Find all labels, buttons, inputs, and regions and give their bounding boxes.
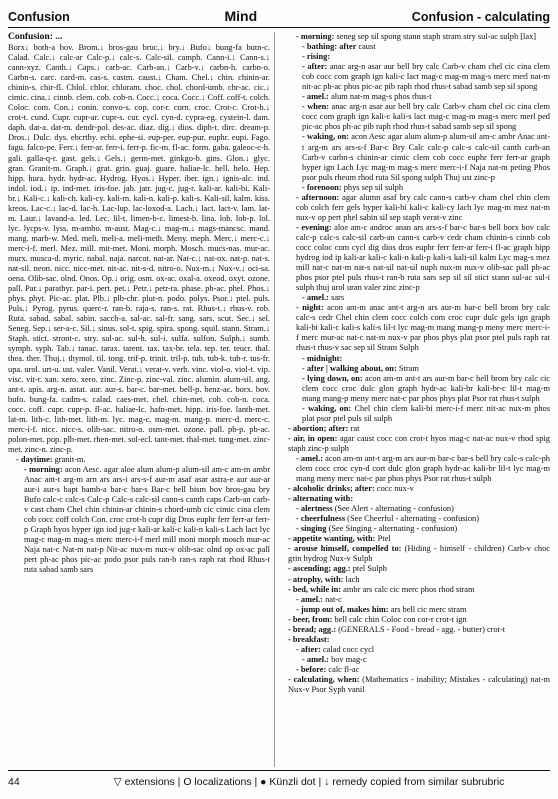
subrubric-remedies: cocc nux-v [376, 484, 414, 494]
subrubric-entry [280, 62, 550, 92]
subrubric-remedies: lach [345, 574, 360, 584]
subrubric-entry [280, 625, 550, 635]
main-rubric: Confusion: ... [8, 32, 63, 42]
subrubric-label: - after: [296, 644, 323, 654]
subrubric-label: - amel.: [302, 654, 332, 664]
subrubric-entry [280, 575, 550, 585]
subrubric-remedies: ambr ars calc cic merc phos rhod stram [343, 584, 475, 594]
column-divider [274, 32, 275, 767]
subrubric-remedies: (GENERALS - Food - bread - agg. - butter) crot-t [338, 624, 506, 634]
footer-legend: ▽ extensions | O localizations | ● Künzli dot | ↓ remedy copied from similar subrubric [113, 776, 505, 788]
subrubric-label: - lying down, on: [302, 373, 365, 383]
subrubric-remedies: caust [358, 42, 376, 52]
subrubric-label: - breakfast: [288, 634, 330, 644]
subrubric-remedies: Ptel [377, 534, 391, 544]
subrubric-entry [280, 524, 550, 534]
subrubric-remedies: ptel Sulph [352, 564, 387, 574]
subrubric-remedies: Chel chin clem kali-bi merc-i-f merc nit-ac nux-m phos plat psor ptel puls sil sulph [302, 403, 550, 423]
subrubric-label: - alcoholic drinks; after: [288, 484, 377, 494]
subrubric-remedies: acon Aesc. agar aloe alum alum-p alum-sil am-c am-m ambr Anac ant-t arg-m arn ars ars-i ars-s-f aur-m asaf asar astra-e aur aur-ar aur-i aur-s bapt bamb-a bar-c bar-s Bar-c bell bism bov bros-gau bry Bufo calc-c calc-s Calc-p Calc-s calc-sil cann-s canth caps Carb-an carb-v cast cham Chel chin chinin-ar chinin-s chord-umb cic cimic cina clem cob cocc coff colch Con. croc crot-h cupr dig Dros euphr ferr ferr-ar ferr-p Graph hyos hyper ign iod jug-r kali-ar kali-c kali-n kali-s Lach lact lyc mag-c mag-m mag-s merc merc-i-f merl mill moni morph mosch mur-ac Naja nat-c Nat-m nat-p Nit-ac nux-m nux-v olib-sac olnd op ox-ac pall pert ph-ac phos pic-ac podo psor puls ran-b ran-s raph rat rhod Rhus-t ruta sabad samb sars [24, 464, 270, 575]
subrubric-entry [280, 605, 550, 615]
left-subrubrics [8, 455, 270, 576]
subrubric-label: - arouse himself, compelled to: [288, 544, 405, 554]
right-subrubrics [280, 32, 550, 695]
subrubric-remedies: (Mathematics - inability; Mistakes - calculating) nat-m Nux-v Psor Syph vanil [288, 675, 550, 695]
subrubric-remedies: (Hiding - himself - children) Carb-v choc grin hydrog Nux-v Sulph [288, 544, 550, 564]
subrubric-remedies: calad cocc cycl [322, 644, 375, 654]
subrubric-entry [280, 193, 550, 223]
subrubric-remedies: calc fl-ac [328, 664, 360, 674]
subrubric-entry [280, 424, 550, 434]
subrubric-entry [280, 52, 550, 62]
subrubric-entry [280, 434, 550, 454]
subrubric-entry [280, 534, 550, 544]
subrubric-remedies: anac arg-n asar aur bell bry calc Carb-v cham chel cic cina clem cocc com graph ign kali-c kali-s lact mag-c mag-m mag-s merc merl ped pic-ac phos ph-ac pib raph rhod rhus-t sabad samb sep sil spong [302, 102, 550, 132]
subrubric-entry [8, 455, 270, 465]
remedy-list: Borx↓ both-a bov. Brom.↓ bros-gau bruc.↓ bry.↓ Bufo↓ bung-fa butn-c. Calad. Calc.↓ calc-ar Calc-p.↓ calc-s. Calc-sil. camph. Cann-i.↓ Cann-s.↓ cann-xyz. Canth.↓ Caps.↓ carb-ac. Carb-an.↓ Carb-v.↓ carbn-h. carbn-o. Carbn-s. carc. card-m. cas-s. castm. caust.↓ Cham. Chel.↓ chin. chinin-ar. chinin-s. chir-fl. Chlol. chlor. chloram. choc. chol. chord-umb. chr-ac. cic.↓ cimic. cina.↓ cinnb. clem. cob. cob-n. Cocc.↓ coca. Cocc.↓ Coff. coff-t. colch. Coloc. com. Con.↓ conin. convo-s. cop. cor-r. corn. croc. Crot-c. Crot-h.↓ crot-t. cund. Cupr. cupr-ar. cupr-s. cur. cycl. cyn-d. cypra-eg. cystein-l. dam. daph. dat-a. dat-m. dendr-pol. des-ac. diaz. dig.↓ dios. diph-t. dirc. dream-p. Dros.↓ Dulc. dys. ebcrthy. echi. ephe-si. eup-per. eup-pur. euphr. eupi. Fago. fagu. falco-pe. Ferr.↓ ferr-ar. ferr-i. ferr-p. fic-m. fl-ac. form. gaba. galeoc-c-h. gali. galla-q-r. gast. gels.↓ Gels.↓ germ-met. ginkgo-b. gins. Glon.↓ glyc. gran. Granit-m. Graph.↓ grat. grin. guaj. guare. haliae-lc. hell. helo. Hep. hipp. hura. hydr. hydr-ac. Hydrog. Hyos.↓ Hyper. iber. ign.↓ ignis-alc. ind. indol. iod.↓ ip. ind-met. iris-foe. jab. jatr. jug-c. jug-r. kali-ar. kali-bi. Kali-br.↓ Kali-c.↓ kali-ch. kali-cy. kali-m. kali-n. kali-p. kali-s. Kali-sil. kalm. kiss. kreos. Lac-c.↓ lac-d. lac-h. Lac-lup. lac-loxod-a. Lach.↓ lact. lact-v. lam. lat-m. Laur.↓ lavand-a. led. Lec. lil-t. limen-b-c. limest-b. lina. lob. lob-p. lol. lyc. lycps-v. lyss. m-ambo. m-aust. Mag-c.↓ mag-m.↓ mags-mancsc. mand. mang. marb-w. Med. meli. meli-a. meli-meth. Meny. meph. Merc.↓ merc-c.↓ merc-i-f. merl. Mez. mill. mit-met. Moni. morph. Mosch. mucs-nas. mur-ac. murx. musca-d. myric. nabal. naja. narcot. nat-ar. Nat-c.↓ nat-ox. nat-p. nat-s. nat-sil. neon. nicc. nicc-met. nit-ac. nit-s-d. nitro-o. Nux-m.↓ Nux-v.↓ oci-sa. oena. Olib-sac. olnd. Onos. Op.↓ orig. osm. ox-ac. oxal-a. oxeod. oxyt. ozone. pall. Par.↓ parathyr. par-i. pert. pet.↓ Petr.↓ petr-ra. phase. ph-ac. phel. Phos.↓ phys. phyt. Pic-ac. plat. Plb.↓ plb-chr. plut-n. podo. polys. Psor.↓ ptel. puls. Puls.↓ Pyrog. pyrus. querc-r. ran-b. raja-s. ran-s. rat. Rhus-t.↓ rhus-v. rob. Ruta. sabad. sabal. sabin. sacch-a. sal-ac. sal-fr. sang. sars. scut. Sec.↓ sel. Seneg. Sep.↓ ser-a-c. Sil.↓ sinus. sol-t. spig. spira. spong. squil. stann. Stram.↓ Staph. stict. stront-c. stry. sul-ac. sul-h. sul-i. sulfa. sulfon. Sulph.↓ sumb. symph. syph. Tab.↓ tanac. tarax. tarent. tax. tax-br. tela. tep. ter. teucr. thal. thea. ther. Thuj.↓ thymol. til. tong. trif-p. trinit. tril-p. tub. tub-k. tub-r. tus-fr. upa. urol. urt-u. ust. valer. Vanil. Verat.↓ verat-v. verb. vinc. viol-o. viol-t. vip. visc. vit-r. xan. xero. xero. zinc. Zinc-p. zinc-val. zinc. alumin. alum-sil. ang. ant-t. apis. arg-n. astat. aur. aur-s. bar-c. bar-met. bell-p. benz-ac. borx. bov. bufo. bung-fa. cadm-s. calad. caes-met. chel. chin-met. cob. cob-n. coca. cocc. coff. cupr. cupr-p. fl-ac. haliae-lc. hafn-met. hipp. iris-foe. lanth-met. lat-m. lith-c. lith-met. lith-m. lyc. mag-c. mag-m. mang-p. merc-d. merc-c. merc-i-f. nicc. nicc-s. olib-sac. nitro-o. osm-met. ozone. pall. pb-p. pb-ac. polon-met. pop. plb-met. rhen-met. sol-ecl. tant-met. thal-met. tung-met. zinc-met. zinc-n. zinc-p. [8, 43, 270, 454]
subrubric-remedies: seneg sep sil spong stann staph stram stry sul-ac sulph [lax] [336, 32, 537, 41]
subrubric-label: - before: [296, 664, 329, 674]
subrubric-entry [280, 564, 550, 574]
subrubric-label: - waking, on: [302, 132, 352, 142]
subrubric-label: - bathing: after [302, 42, 359, 52]
subrubric-entry [280, 364, 550, 374]
subrubric-label: - atrophy, with: [288, 574, 346, 584]
subrubric-remedies: Stram [398, 363, 419, 373]
subrubric-remedies: (See Cheerful - alternating - confusion) [347, 514, 480, 524]
subrubric-entry [280, 132, 550, 182]
subrubric-entry [280, 514, 550, 524]
subrubric-label: - daytime: [16, 454, 55, 464]
subrubric-label: - jump out of, makes him: [296, 604, 391, 614]
subrubric-remedies: sars [331, 293, 345, 303]
subrubric-entry [280, 354, 550, 364]
subrubric-label: - when: [302, 102, 332, 112]
subrubric-entry [280, 102, 550, 132]
subrubric-entry [280, 183, 550, 193]
subrubric-label: - ascending; agg.: [288, 564, 353, 574]
subrubric-label: - after | walking about, on: [302, 363, 399, 373]
subrubric-remedies: ars bell cic merc stram [390, 604, 467, 614]
subrubric-entry [280, 293, 550, 303]
subrubric-entry [280, 223, 550, 293]
subrubric-label: - waking, on: [302, 403, 355, 413]
header-center-chapter: Mind [224, 8, 258, 24]
subrubric-label: - morning: [24, 464, 65, 474]
subrubric-label: - appetite wanting, with: [288, 534, 378, 544]
subrubric-entry [280, 544, 550, 564]
subrubric-label: - amel.: [302, 293, 332, 303]
subrubric-entry [280, 615, 550, 625]
page-number: 44 [8, 776, 20, 788]
subrubric-label: - alternating with: [288, 494, 354, 504]
subrubric-entry [280, 484, 550, 494]
subrubric-label: - midnight: [302, 353, 343, 363]
header-left: Confusion [8, 10, 70, 24]
subrubric-remedies: granit-m. [54, 454, 86, 464]
subrubric-entry [280, 92, 550, 102]
subrubric-label: - alertness [296, 504, 335, 514]
subrubric-remedies: alum nat-m mag-s phos rhus-t [331, 92, 432, 102]
subrubric-remedies: nat-c [325, 594, 342, 604]
subrubric-entry [280, 404, 550, 424]
subrubric-label: - bed, while in: [288, 584, 344, 594]
subrubric-label: - abortion; after: [288, 423, 351, 433]
subrubric-label: - evening: [296, 222, 335, 232]
subrubric-remedies: bell calc chin Coloc con cor-r crot-t ign [334, 614, 467, 624]
subrubric-label: - rising: [302, 52, 331, 62]
subrubric-label: - forenoon: [302, 182, 344, 192]
subrubric-remedies: bov mag-c [331, 654, 367, 664]
subrubric-entry [280, 595, 550, 605]
subrubric-remedies: rat [350, 423, 360, 433]
subrubric-entry [280, 675, 550, 695]
subrubric-label: - afternoon: [296, 192, 343, 202]
subrubric-entry [280, 32, 550, 42]
header-right: Confusion - calculating [411, 10, 550, 24]
subrubric-entry [280, 635, 550, 645]
subrubric-remedies: acon am-m ant-t ars aur-m bar-c bell brom bry calc cic clem cocc croc dulc glon graph hydr-ac kali-br kali-br-c lil-t mag-m mang mang-p meny merc nat-c par phos phys plat Psor rat rhus-t sulph [302, 373, 550, 403]
subrubric-entry [280, 454, 550, 484]
subrubric-remedies: anac arg-n asar aur bell bry calc Carb-v cham chel cic cina clem cob cocc com graph ign kali-c lact mag-c mag-m mag-s merc merl nat-m nit-ac ph-ac phos pic-ac pib raph rhod rhus-t sabad samb sep sil spong [302, 62, 550, 92]
subrubric-label: - singing [296, 524, 329, 534]
subrubric-entry [280, 585, 550, 595]
subrubric-entry [8, 465, 270, 576]
subrubric-remedies: acon Aesc agar alum alum-p alum-sil am-c ambr Anac ant-t arg-m ars ars-s-f Bar-c Bry Calc calc-p calc-s calc-sil canth carb-an Carb-v carbn-s chinin-ar cimic clem cob cocc euphr ferr ferr-ar graph hyper ign Lach Lyc mag-m mag-s merc merc-i-f Naja nat-m peting Phos psor puls rheum rhod ruta Sil spong sulph Thuj ust zinc-p [302, 132, 550, 182]
subrubric-label: - morning: [296, 32, 337, 41]
left-column [8, 32, 270, 767]
subrubric-label: - beer, from: [288, 614, 335, 624]
subrubric-remedies: (See Singing - alternating - confusion) [328, 524, 458, 534]
subrubric-entry [280, 645, 550, 655]
subrubric-remedies: acon am-m anac ant-t arg-n ars aur-m bar-c bell brom bry calc calc-s cedr Chel chin clem cocc colch com croc cupr dulc gels ign graph kali-bi kali-c kali-s kali-s lil-t lyc mag-m mang mang-p meny merc merc-i-f merc mur-ac nat-c nat-m nux-v par phos phys plat psor ptel puls raph rat rhus-t rhus-v sac sep sil Stram Sulph [296, 303, 550, 353]
subrubric-entry [280, 42, 550, 52]
page-footer [8, 770, 550, 793]
subrubric-remedies: (See Alert - alternating - confusion) [334, 504, 454, 514]
subrubric-label: - after: [302, 62, 330, 72]
subrubric-remedies: agar caust cocc con crot-t hyos mag-c nat-ac nux-v rhod spig staph zinc-p sulph [288, 433, 550, 453]
subrubric-label: - cheerfulness [296, 514, 348, 524]
subrubric-label: - bread; agg.: [288, 624, 339, 634]
subrubric-label: - amel.: [302, 92, 332, 102]
subrubric-entry [280, 665, 550, 675]
subrubric-label: - amel.: [296, 594, 326, 604]
subrubric-label: - night: [296, 303, 328, 313]
subrubric-remedies: phys sep sil sulph [343, 182, 404, 192]
subrubric-remedies: agar alumn asaf bry calc cann-s carb-v cham chel chin clem cob colch ferr gels hyper kali-bi kali-c kali-cy lach lyc mag-m mez nat-m nux-v op pert phel sabin sil sep staph verat-v zinc [296, 192, 550, 222]
subrubric-remedies: aloe am-c androc anan ars ars-s-f bar-c bar-s bell borx bov calc calc-p calc-s calc-sil carb-an cann-s carb-v cedr cham chinin-s cinnb cob cocc coloc com cycl dig dios dros euphr ferr ferr-ar ferr-i fl-ac graph hipp hydrog iod ip kali-ar kali-c kali-n kali-p kali-s kali-sil kalm Lyc mag-s mez mill nat-c nat-m nat-s nat-sil nat-sil nuph nux-m nux-v olib-sac pall ph-ac phos psor ptel puls rhus-t ran-b ruta sars sep sil sil stict stann sul-ac sul-i sulph thuj urol uran valer zinc zinc-p [296, 222, 550, 293]
subrubric-label: - calculating, when: [288, 675, 363, 684]
subrubric-entry [280, 374, 550, 404]
right-column [280, 32, 550, 767]
subrubric-entry [280, 494, 550, 504]
subrubric-label: - amel.: [296, 453, 326, 463]
subrubric-label: - air, in open: [288, 433, 341, 443]
subrubric-entry [280, 504, 550, 514]
subrubric-entry [280, 655, 550, 665]
subrubric-entry [280, 303, 550, 353]
subrubric-remedies: acon am-m ant-t arg-m ars aur-m bar-c bar-s bell bry calc-s calc-ph clem cocc croc cyn-d cort dulc glon graph hydr-ac kali-br lil-t lyc mag-m mang meny merc nat-c par phos phys Psor rat rhus-t sulph [296, 453, 550, 484]
page-header [8, 6, 550, 28]
